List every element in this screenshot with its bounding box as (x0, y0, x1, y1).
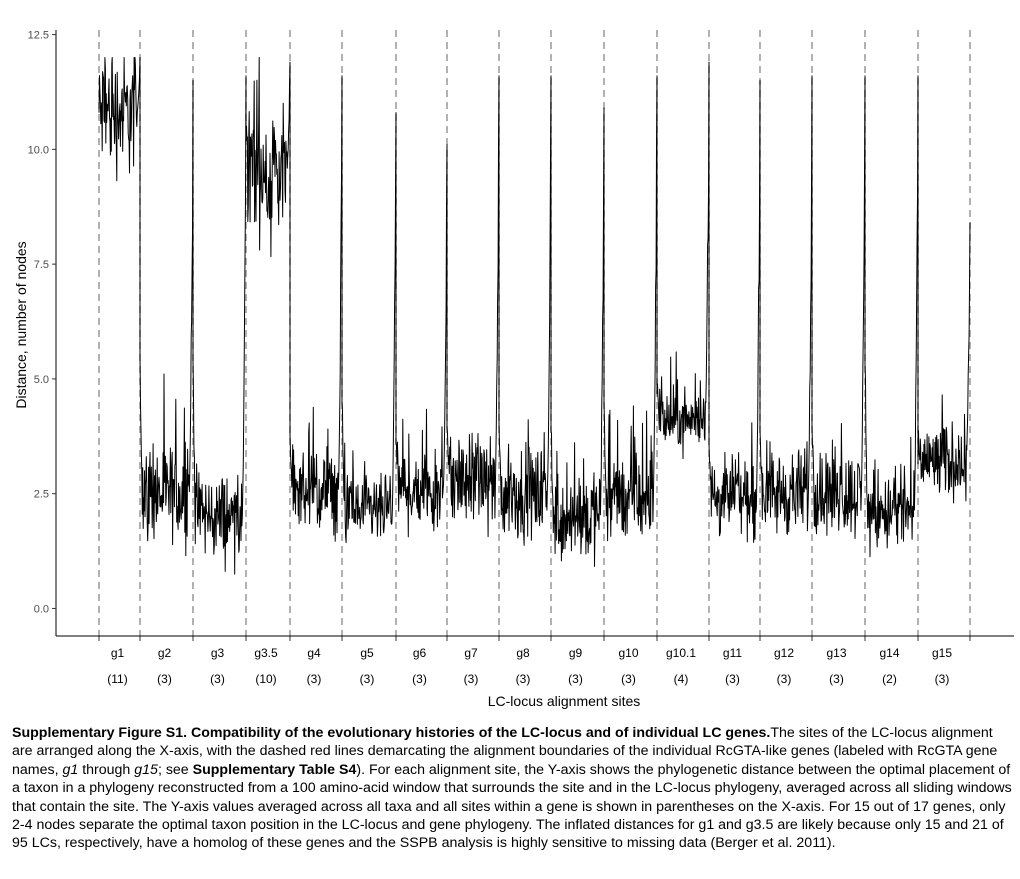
gene-average-label: (3) (412, 672, 427, 686)
gene-average-label: (11) (107, 672, 128, 686)
x-axis-title: LC-locus alignment sites (487, 693, 641, 709)
gene-boundary-lines (99, 30, 970, 641)
gene-average-label: (3) (568, 672, 583, 686)
y-tick-label: 12.5 (27, 29, 49, 42)
gene-name-label: g7 (464, 646, 478, 660)
gene-name-label: g9 (568, 646, 583, 660)
gene-name-label: g5 (360, 646, 374, 660)
caption-gene-g1: g1 (62, 761, 79, 778)
gene-name-label: g15 (931, 646, 953, 660)
gene-average-label: (3) (210, 672, 225, 686)
gene-name-label: g10.1 (665, 646, 697, 660)
gene-name-label: g13 (826, 646, 847, 660)
gene-name-label: g8 (516, 646, 530, 660)
gene-average-label: (4) (673, 672, 689, 686)
caption-table-reference: Supplementary Table S4 (192, 761, 357, 778)
y-tick-label: 5.0 (33, 373, 49, 386)
y-tick-label: 7.5 (33, 259, 49, 272)
distance-series (99, 58, 970, 575)
caption-text: The sites of the LC-locus alignment are arranged along the X-axis, with the dashed red lines demarcating the alignment boundaries of the individual RcGTA-like genes (labeled with RcGTA gene names, (12, 725, 998, 778)
caption-text: ; see (157, 761, 193, 778)
caption-gene-g15: g15 (134, 761, 158, 778)
distance-line (99, 58, 970, 575)
gene-average-label: (3) (725, 672, 740, 686)
gene-average-label: (3) (463, 672, 479, 686)
gene-average-label: (3) (515, 672, 531, 686)
gene-name-label: g10 (618, 646, 639, 660)
caption-text: through (78, 761, 135, 778)
gene-name-label: g3 (210, 646, 225, 660)
y-axis-title: Distance, number of nodes (13, 241, 29, 409)
caption-text: ). For each alignment site, the Y-axis shows the phylogenetic distance between the optimal placement of a taxon in a phylogeny reconstructed from a 100 amino-acid window that surrounds the site and in the LC-locus phylogeny, averaged across all sliding windows that contain the site. The Y-axis values averaged across all taxa and all sites within a gene is shown in parentheses on the X-axis. For 15 out of 17 genes, only 2-4 nodes separate the optimal taxon position in the LC-locus and gene phylogeny. The inflated distances for g1 and g3.5 are likely because only 15 and 21 of 95 LCs, respectively, have a homolog of these genes and the SSPB analysis is highly sensitive to missing data (Berger et al. 2011). (12, 761, 1012, 852)
gene-average-label: (3) (359, 672, 375, 686)
gene-average-label: (3) (621, 672, 636, 686)
y-tick-label: 2.5 (33, 488, 49, 501)
gene-average-label: (3) (776, 672, 792, 686)
gene-average-label: (2) (882, 672, 897, 686)
gene-average-label: (3) (829, 672, 844, 686)
y-tick-label: 10.0 (27, 144, 49, 157)
gene-average-label: (3) (157, 672, 172, 686)
gene-name-label: g6 (412, 646, 427, 660)
gene-average-label: (3) (934, 672, 950, 686)
gene-name-label: g1 (110, 646, 125, 660)
gene-name-label: g12 (773, 646, 795, 660)
gene-average-label: (3) (306, 672, 322, 686)
y-tick-label: 0.0 (33, 603, 49, 616)
gene-name-label: g2 (157, 646, 172, 660)
gene-name-label: g4 (307, 646, 321, 660)
figure-caption (12, 724, 1012, 853)
y-axis-ticks (28, 30, 56, 616)
gene-average-label: (10) (255, 672, 277, 686)
caption-figure-label: Supplementary Figure S1. Compatibility of the evolutionary histories of the LC-locus and of individual LC genes. (12, 725, 771, 741)
gene-name-label: g3.5 (254, 646, 278, 660)
x-axis-gene-labels (107, 646, 952, 686)
gene-name-label: g11 (722, 646, 743, 660)
gene-name-label: g14 (879, 646, 900, 660)
